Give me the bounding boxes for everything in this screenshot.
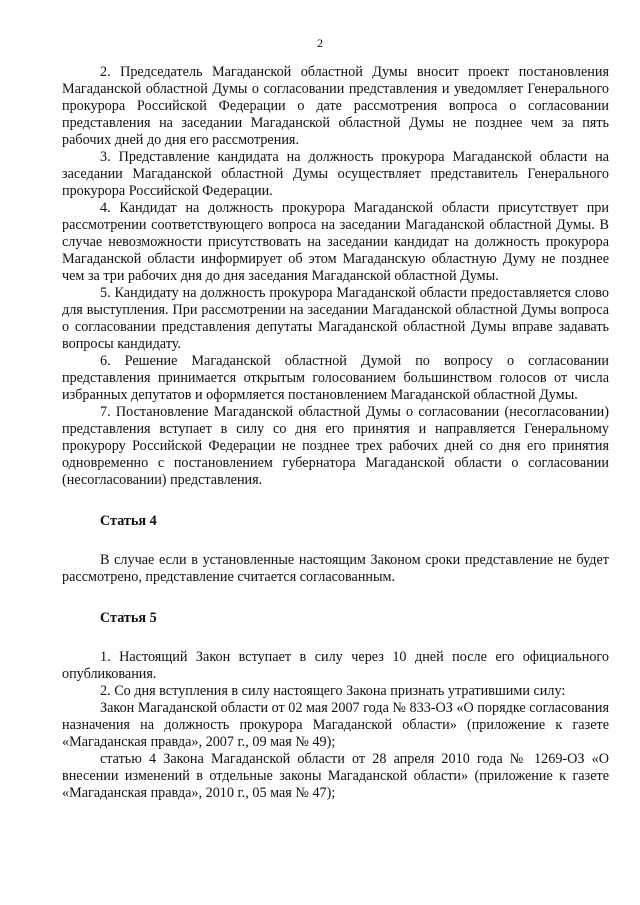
article3-paragraph-4: 4. Кандидат на должность прокурора Магаданской области присутствует при рассмотрении соответствующего вопроса на заседании Магаданской областной Думы. В случае невозможности присутствовать на заседании кандидат на должность прокурора Магаданской области информирует об этом Магаданскую областную Думу не позднее чем за три рабочих дня до дня заседания Магаданской областной Думы. [62,200,609,284]
article5-heading: Статья 5 [100,610,157,626]
article4-paragraph: В случае если в установленные настоящим Законом сроки представление не будет рассмотрено, представление считается согласованным. [62,552,609,585]
article5-paragraph-2: 2. Со дня вступления в силу настоящего Закона признать утратившими силу: [100,683,566,699]
article5-repeal-item-2: статью 4 Закона Магаданской области от 28 апреля 2010 года № 1269-ОЗ «О внесении изменений в отдельные законы Магаданской области» (приложение к газете «Магаданская правда», 2010 г., 05 мая № 47); [62,751,609,801]
document-body [62,64,609,802]
article3-paragraph-3: 3. Представление кандидата на должность прокурора Магаданской области на заседании Магаданской областной Думы осуществляет представитель Генерального прокурора Российской Федерации. [62,149,609,199]
page-number: 2 [317,36,323,50]
article4-heading: Статья 4 [100,513,157,529]
article5-paragraph-1: 1. Настоящий Закон вступает в силу через 10 дней после его официального опубликования. [62,649,609,682]
article3-paragraph-6: 6. Решение Магаданской областной Думой по вопросу о согласовании представления принимается открытым голосованием большинством голосов от числа избранных депутатов и оформляется постановлением Магаданской областной Думы. [62,353,609,403]
article3-paragraph-5: 5. Кандидату на должность прокурора Магаданской области предоставляется слово для выступления. При рассмотрении на заседании Магаданской областной Думы вопроса о согласовании представления депутаты Магаданской областной Думы вправе задавать вопросы кандидату. [62,285,609,352]
article3-paragraph-2: 2. Председатель Магаданской областной Думы вносит проект постановления Магаданской областной Думы о согласовании представления и уведомляет Генерального прокурора Российской Федерации о дате рассмотрения вопроса о согласовании представления на заседании Магаданской областной Думы не позднее чем за пять рабочих дней до дня его рассмотрения. [62,64,609,148]
article5-repeal-item-1: Закон Магаданской области от 02 мая 2007 года № 833-ОЗ «О порядке согласования назначения на должность прокурора Магаданской области» (приложение к газете «Магаданская правда», 2007 г., 09 мая № 49); [62,700,609,750]
article3-paragraph-7: 7. Постановление Магаданской областной Думы о согласовании (несогласовании) представления вступает в силу со дня его принятия и направляется Генеральному прокурору Российской Федерации не позднее трех рабочих дней со дня его принятия одновременно с постановлением губернатора Магаданской области о согласовании (несогласовании) представления. [62,404,609,488]
